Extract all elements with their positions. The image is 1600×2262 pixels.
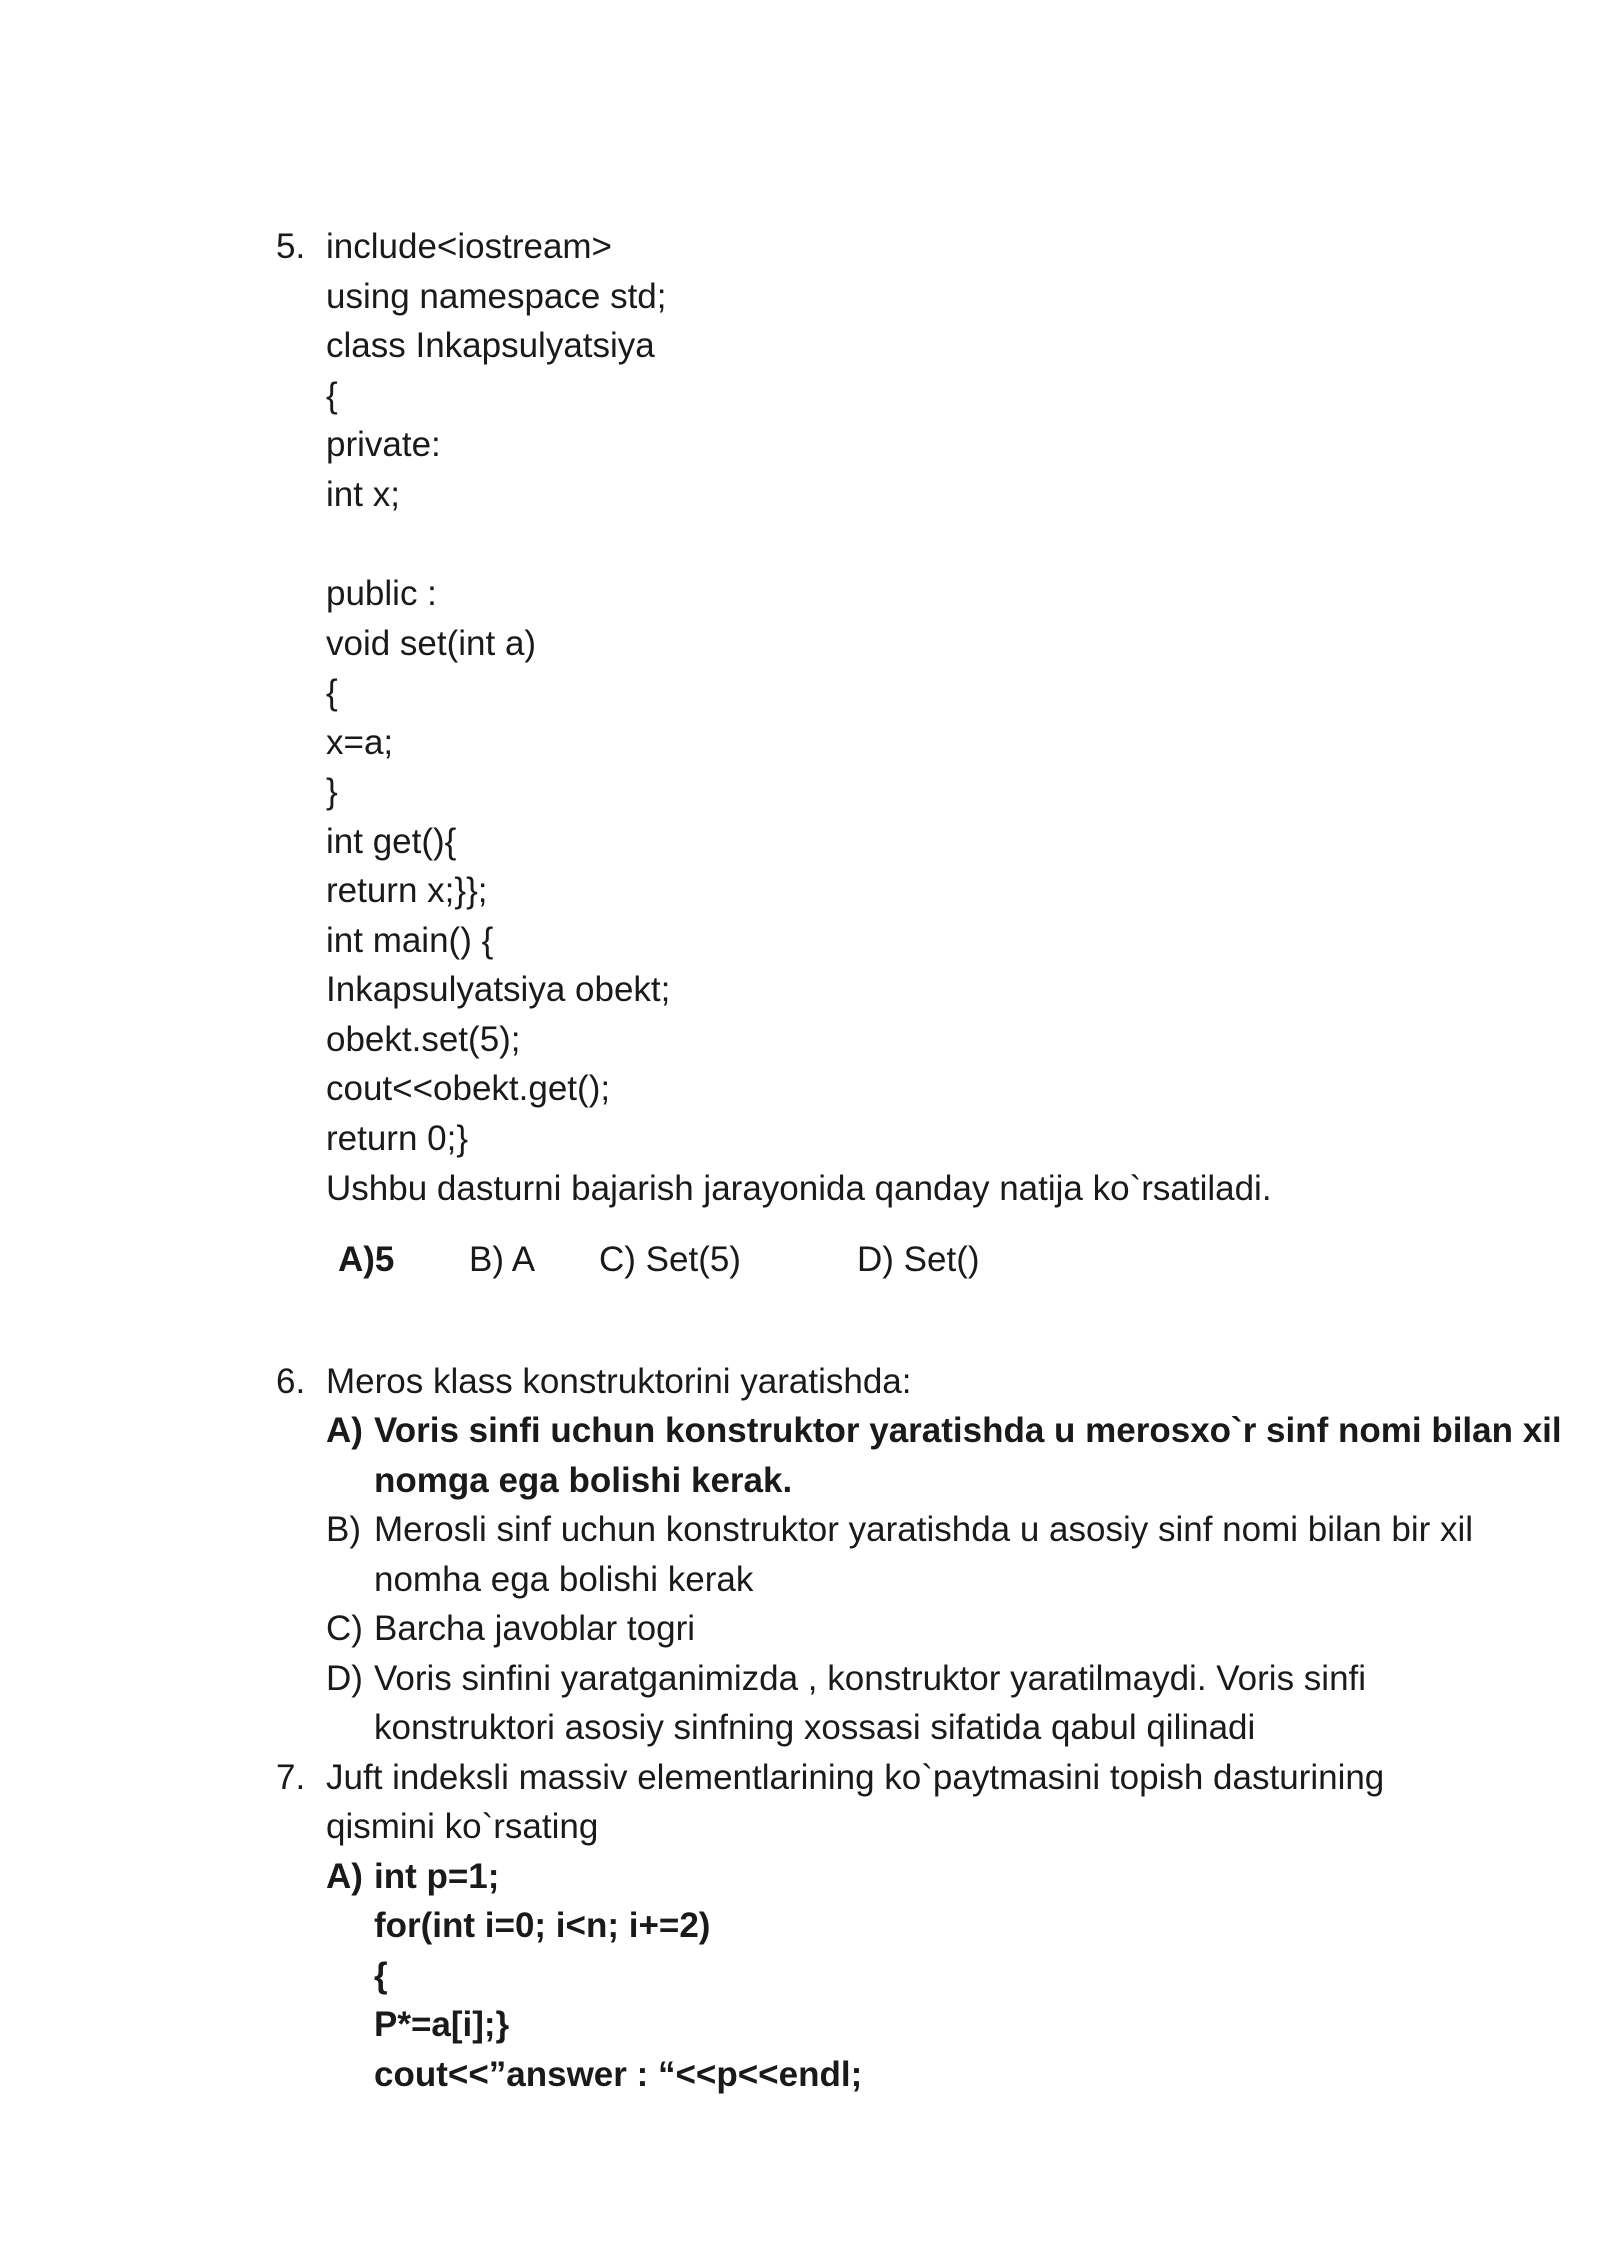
- option-a-code-line: for(int i=0; i<n; i+=2): [374, 1906, 711, 1945]
- option-b-text: nomha ega bolishi kerak: [374, 1560, 754, 1599]
- code-line: obekt.set(5);: [326, 1020, 521, 1059]
- option-b-letter: B): [326, 1510, 361, 1549]
- option-a-code-line: cout<<”answer : “<<p<<endl;: [374, 2055, 863, 2094]
- code-line: Inkapsulyatsiya obekt;: [326, 970, 671, 1009]
- code-line: x=a;: [326, 723, 394, 762]
- question-7-text: qismini ko`rsating: [326, 1807, 599, 1846]
- option-a-letter: A): [326, 1857, 363, 1896]
- question-5-number: 5.: [276, 227, 306, 266]
- code-line: public :: [326, 574, 437, 613]
- code-line: class Inkapsulyatsiya: [326, 326, 655, 365]
- code-line: return x;}};: [326, 871, 488, 910]
- option-c-text: Barcha javoblar togri: [374, 1609, 695, 1648]
- option-a-code-line: int p=1;: [374, 1857, 500, 1896]
- question-5-text: Ushbu dasturni bajarish jarayonida qanday natija ko`rsatiladi.: [326, 1169, 1272, 1208]
- option-d-letter: D): [326, 1659, 363, 1698]
- question-6-number: 6.: [276, 1362, 306, 1401]
- answer-d: D) Set(): [857, 1240, 980, 1279]
- code-line: private:: [326, 425, 441, 464]
- question-7-text: Juft indeksli massiv elementlarining ko`paytmasini topish dasturining: [326, 1758, 1385, 1797]
- code-line: int x;: [326, 475, 400, 514]
- code-line: int get(){: [326, 822, 457, 861]
- answer-a: A)5: [338, 1240, 395, 1279]
- answer-c: C) Set(5): [599, 1240, 741, 1279]
- code-line: cout<<obekt.get();: [326, 1069, 611, 1108]
- code-line: include<iostream>: [326, 227, 612, 266]
- option-c-letter: C): [326, 1609, 363, 1648]
- code-line: return 0;}: [326, 1119, 469, 1158]
- option-a-text: Voris sinfi uchun konstruktor yaratishda u merosxo`r sinf nomi bilan xil: [374, 1411, 1562, 1450]
- code-line: {: [326, 376, 338, 415]
- question-6-text: Meros klass konstruktorini yaratishda:: [326, 1362, 912, 1401]
- question-7-number: 7.: [276, 1758, 306, 1797]
- code-line: {: [326, 673, 338, 712]
- option-a-code-line: {: [374, 1956, 388, 1995]
- option-a-code-line: P*=a[i];}: [374, 2005, 510, 2044]
- code-line: }: [326, 772, 338, 811]
- option-a-letter: A): [326, 1411, 363, 1450]
- option-d-text: konstruktori asosiy sinfning xossasi sifatida qabul qilinadi: [374, 1708, 1256, 1747]
- option-a-text: nomga ega bolishi kerak.: [374, 1461, 793, 1500]
- option-d-text: Voris sinfini yaratganimizda , konstruktor yaratilmaydi. Voris sinfi: [374, 1659, 1367, 1698]
- answer-b: B) A: [469, 1240, 536, 1279]
- code-line: void set(int a): [326, 624, 537, 663]
- option-b-text: Merosli sinf uchun konstruktor yaratishda u asosiy sinf nomi bilan bir xil: [374, 1510, 1474, 1549]
- code-line: int main() {: [326, 921, 494, 960]
- code-line: using namespace std;: [326, 277, 667, 316]
